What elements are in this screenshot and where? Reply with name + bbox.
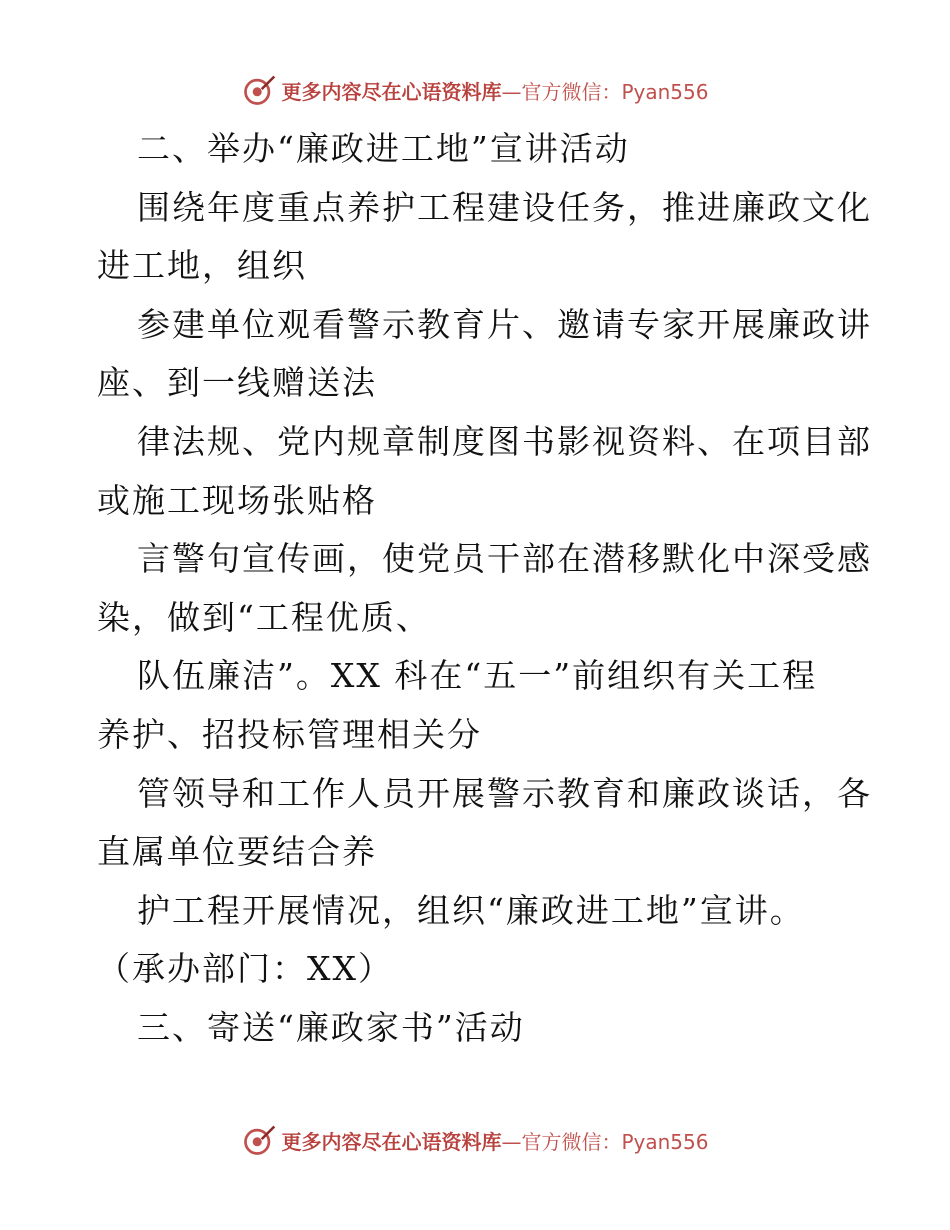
body-line: 座、到一线赠送法 xyxy=(97,363,377,403)
body-line: 养护、招投标管理相关分 xyxy=(97,714,482,754)
body-line: 三、寄送“廉政家书”活动 xyxy=(137,1007,525,1047)
body-line: 围绕年度重点养护工程建设任务，推进廉政文化 xyxy=(137,187,872,227)
watermark-text xyxy=(281,1126,708,1155)
body-line: （承办部门：XX） xyxy=(97,949,393,989)
footer-watermark xyxy=(0,1120,950,1160)
document-body xyxy=(97,120,872,1058)
body-line: 队伍廉洁”。XX 科在“五一”前组织有关工程 xyxy=(137,656,818,696)
body-line: 直属单位要结合养 xyxy=(97,832,377,872)
pen-logo-icon xyxy=(241,1122,277,1158)
watermark-text xyxy=(281,76,708,105)
watermark-contact: 官方微信：Pyan556 xyxy=(521,79,709,104)
body-line: 进工地，组织 xyxy=(97,246,307,286)
body-line: 护工程开展情况，组织“廉政进工地”宣讲。 xyxy=(137,890,805,930)
watermark-dash: — xyxy=(501,79,522,104)
watermark-dash: — xyxy=(501,1129,522,1154)
body-line: 管领导和工作人员开展警示教育和廉政谈话，各 xyxy=(137,773,872,813)
watermark-contact: 官方微信：Pyan556 xyxy=(521,1129,709,1154)
watermark-site: 更多内容尽在心语资料库 xyxy=(281,79,502,104)
body-line: 染，做到“工程优质、 xyxy=(97,597,431,637)
body-line: 或施工现场张贴格 xyxy=(97,480,377,520)
body-line: 参建单位观看警示教育片、邀请专家开展廉政讲 xyxy=(137,304,872,344)
pen-logo-icon xyxy=(241,72,277,108)
body-line: 律法规、党内规章制度图书影视资料、在项目部 xyxy=(137,421,872,461)
body-line: 言警句宣传画，使党员干部在潜移默化中深受感 xyxy=(137,539,872,579)
watermark-site: 更多内容尽在心语资料库 xyxy=(281,1129,502,1154)
header-watermark xyxy=(0,70,950,110)
body-line: 二、举办“廉政进工地”宣讲活动 xyxy=(137,129,630,168)
